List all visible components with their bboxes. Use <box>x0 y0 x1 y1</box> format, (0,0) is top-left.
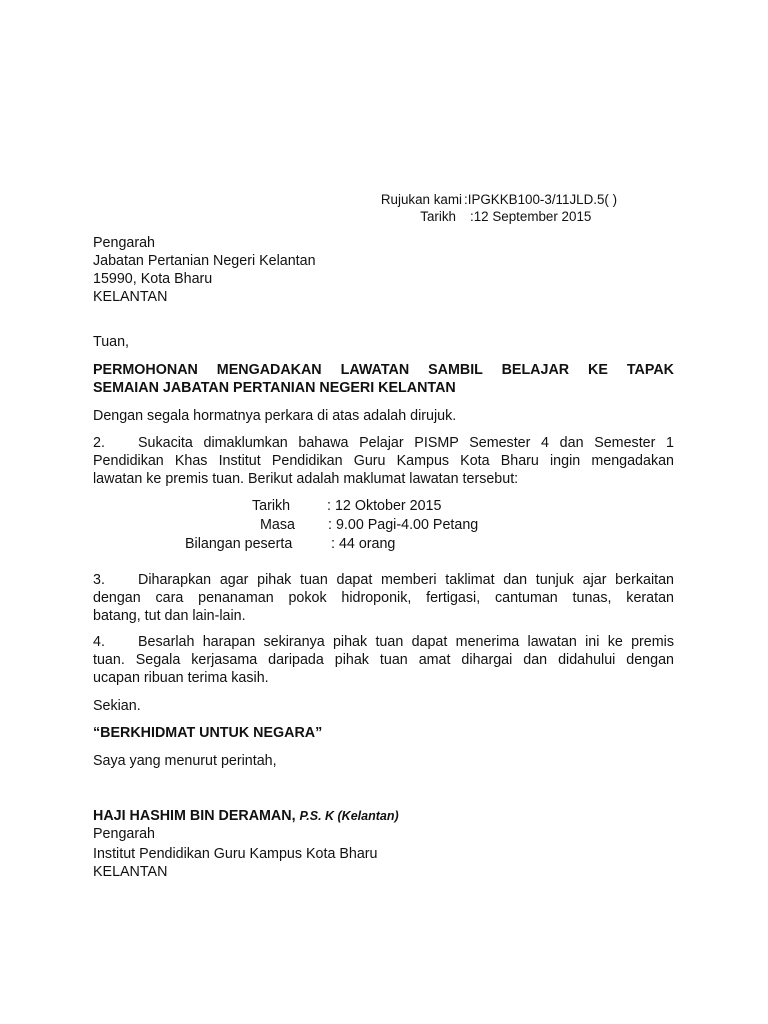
paragraph-2-number: 2. <box>93 435 105 451</box>
subject-line-1: PERMOHONAN MENGADAKAN LAWATAN SAMBIL BELAJAR KE TAPAK <box>93 362 674 378</box>
detail-date-label: Tarikh <box>252 498 291 514</box>
reference-number-row <box>0 192 768 210</box>
paragraph-4-line-3: ucapan ribuan terima kasih. <box>93 670 269 686</box>
signatory-name-row <box>93 807 399 825</box>
paragraph-2-line-1: Sukacita dimaklumkan bahawa Pelajar PISMP Semester 4 dan Semester 1 <box>138 435 674 451</box>
paragraph-4-line-2: tuan. Segala kerjasama daripada pihak tuan amat dihargai dan didahului dengan <box>93 652 674 668</box>
date-value: :12 September 2015 <box>470 209 592 224</box>
recipient-line-3: 15990, Kota Bharu <box>93 271 213 287</box>
closing: Sekian. <box>93 698 141 714</box>
paragraph-3-number: 3. <box>93 572 105 588</box>
signatory-institution: Institut Pendidikan Guru Kampus Kota Bharu <box>93 846 378 862</box>
detail-time-value: : 9.00 Pagi-4.00 Petang <box>328 517 479 533</box>
paragraph-3-line-2: dengan cara penanaman pokok hidroponik, fertigasi, cantuman tunas, keratan <box>93 590 674 606</box>
paragraph-2-line-3: lawatan ke premis tuan. Berikut adalah maklumat lawatan tersebut: <box>93 471 519 487</box>
date-label: Tarikh <box>420 209 456 224</box>
paragraph-4-number: 4. <box>93 634 105 650</box>
detail-date-value: : 12 Oktober 2015 <box>327 498 442 514</box>
detail-time-label: Masa <box>260 517 295 533</box>
reference-label: Rujukan kami <box>380 192 462 207</box>
paragraph-3-line-3: batang, tut dan lain-lain. <box>93 608 246 624</box>
signatory-title: Pengarah <box>93 826 156 842</box>
paragraph-1: Dengan segala hormatnya perkara di atas adalah dirujuk. <box>93 408 457 424</box>
subject-line-2: SEMAIAN JABATAN PERTANIAN NEGERI KELANTAN <box>93 380 456 396</box>
signatory-honorific: P.S. K (Kelantan) <box>299 809 399 823</box>
recipient-line-2: Jabatan Pertanian Negeri Kelantan <box>93 253 316 269</box>
sign-off: Saya yang menurut perintah, <box>93 753 277 769</box>
paragraph-3-line-1: Diharapkan agar pihak tuan dapat memberi taklimat dan tunjuk ajar berkaitan <box>138 572 674 588</box>
recipient-line-4: KELANTAN <box>93 289 168 305</box>
reference-value: :IPGKKB100-3/11JLD.5( ) <box>464 192 618 207</box>
signatory-state: KELANTAN <box>93 864 168 880</box>
motto: “BERKHIDMAT UNTUK NEGARA” <box>93 725 323 741</box>
signatory-name: HAJI HASHIM BIN DERAMAN, <box>93 808 296 824</box>
recipient-line-1: Pengarah <box>93 235 156 251</box>
paragraph-4-line-1: Besarlah harapan sekiranya pihak tuan dapat menerima lawatan ini ke premis <box>138 634 674 650</box>
reference-date-row <box>0 209 768 227</box>
detail-count-label: Bilangan peserta <box>185 536 293 552</box>
salutation: Tuan, <box>93 334 130 350</box>
paragraph-2-line-2: Pendidikan Khas Institut Pendidikan Guru Kampus Kota Bharu ingin mengadakan <box>93 453 674 469</box>
detail-count-value: : 44 orang <box>331 536 396 552</box>
